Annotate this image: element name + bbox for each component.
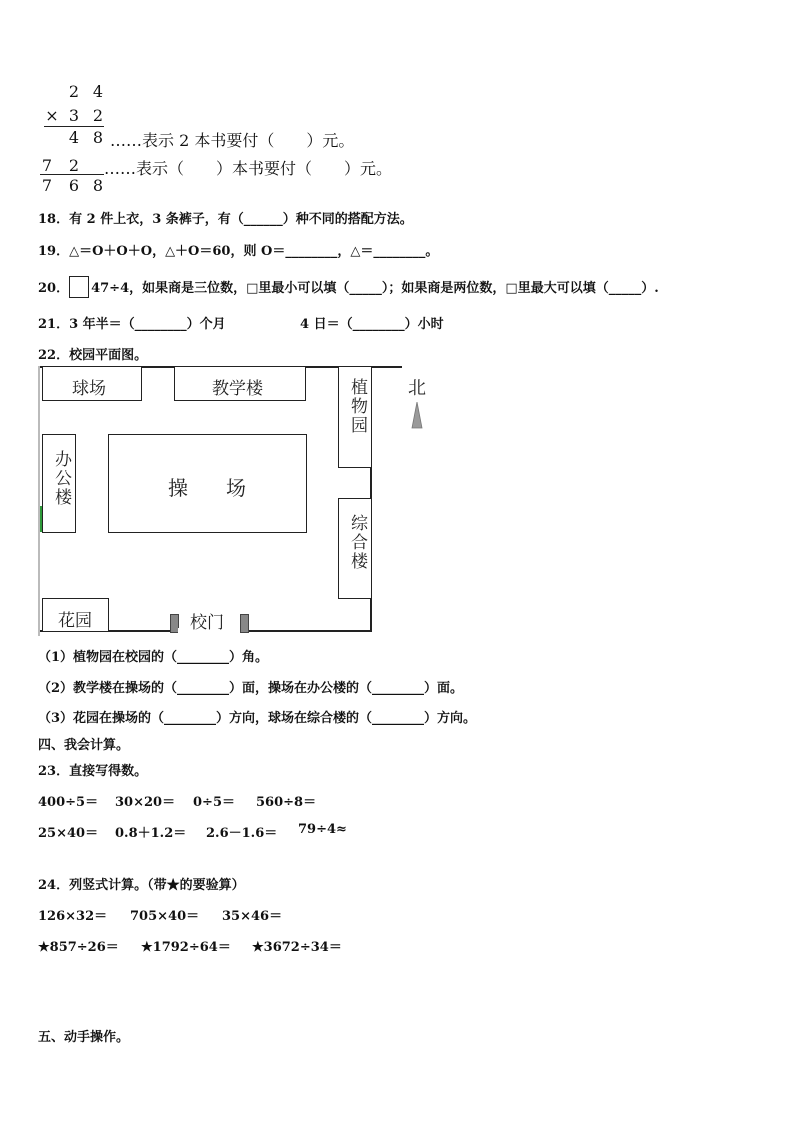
q24-r2-c2: ★1792÷64＝ — [141, 940, 231, 955]
garden-label: 花园 — [58, 611, 92, 631]
q24-r1-c3: 35×46＝ — [222, 909, 283, 924]
q22-sub-1: （1）植物园在校园的（________）角。 — [38, 650, 269, 665]
q20-number: 20． — [38, 281, 70, 296]
q17-line-1 — [44, 126, 104, 127]
q24-r2-c3: ★3672÷34＝ — [252, 940, 342, 955]
q24-r2-c1: ★857÷26＝ — [38, 940, 119, 955]
q21-left: 3 年半＝（________）个月 — [69, 317, 226, 332]
question-21 — [38, 313, 226, 332]
complex-building-label: 综合楼 — [347, 514, 367, 571]
q18-text: 有 2 件上衣，3 条裤子，有（______）种不同的搭配方法。 — [69, 212, 413, 227]
q22-title: 22．校园平面图。 — [38, 348, 148, 363]
q22-sub-2: （2）教学楼在操场的（________）面，操场在办公楼的（________）面。 — [38, 681, 464, 696]
q17-r3-d2: 8 — [92, 128, 104, 147]
q19-number: 19． — [38, 244, 70, 259]
q17-r5-d3: 8 — [92, 176, 104, 195]
q24-r1-c2: 705×40＝ — [130, 909, 200, 924]
q17-r3-text: ……表示 2 本书要付（ ）元。 — [110, 131, 355, 150]
q23-r2-c2: 0.8＋1.2＝ — [115, 826, 187, 841]
q17-r4-d2: 2 — [68, 156, 80, 175]
q23-r1-c1: 400÷5＝ — [38, 795, 99, 810]
q24-r1-c1: 126×32＝ — [38, 909, 108, 924]
botanical-garden-label: 植物园 — [347, 378, 367, 435]
campus-map — [38, 366, 438, 636]
q17-r3-d1: 4 — [68, 128, 80, 147]
question-19 — [38, 240, 438, 259]
q17-times-sign: × — [45, 106, 59, 125]
q23-r2-c1: 25×40＝ — [38, 826, 99, 841]
ballfield-label: 球场 — [72, 379, 106, 399]
q17-r1-d2: 4 — [92, 82, 104, 101]
q23-r2-c3: 2.6－1.6＝ — [206, 826, 278, 841]
q23-title: 23．直接写得数。 — [38, 764, 148, 779]
q22-sub-3: （3）花园在操场的（________）方向，球场在综合楼的（________）方向。 — [38, 711, 477, 726]
q20-box[interactable] — [69, 276, 89, 298]
q23-r1-c3: 0÷5＝ — [193, 795, 235, 810]
q18-number: 18． — [38, 212, 70, 227]
q23-r1-c2: 30×20＝ — [115, 795, 176, 810]
teaching-building-label: 教学楼 — [212, 379, 263, 399]
q19-text: △＝O＋O＋O，△＋O＝60，则 O＝________，△＝________。 — [69, 244, 439, 259]
north-arrow-icon — [410, 402, 424, 430]
q23-r1-c4: 560÷8＝ — [256, 795, 317, 810]
q17-r2-d1: 3 — [68, 106, 80, 125]
playground-label-2: 场 — [226, 476, 246, 500]
question-20 — [38, 276, 659, 298]
q17-r1-d1: 2 — [68, 82, 80, 101]
q24-title: 24．列竖式计算。（带★的要验算） — [38, 878, 245, 893]
office-building-label: 办公楼 — [51, 450, 71, 507]
playground-box — [108, 434, 307, 533]
q17-r2-d2: 2 — [92, 106, 104, 125]
q17-r4-d1: 7 — [41, 156, 53, 175]
q20-text: 47÷4，如果商是三位数，□里最小可以填（_____）；如果商是两位数，□里最大可以填（_____）. — [91, 281, 659, 296]
q17-r4-text: ……表示（ ）本书要付（ ）元。 — [104, 159, 393, 178]
q17-r5-d2: 6 — [68, 176, 80, 195]
q17-line-2 — [40, 174, 104, 175]
q23-r2-c4: 79÷4≈ — [298, 822, 347, 837]
question-18 — [38, 208, 413, 227]
map-left-wall — [38, 366, 40, 636]
gate-post-right — [240, 614, 249, 633]
q21-right: 4 日＝（________）小时 — [300, 317, 444, 332]
north-label: 北 — [408, 378, 426, 399]
playground-label-1: 操 — [168, 476, 188, 500]
q17-r5-d1: 7 — [41, 176, 53, 195]
section-4-heading: 四、我会计算。 — [38, 738, 130, 753]
gate-label: 校门 — [190, 613, 224, 633]
q21-number: 21． — [38, 317, 70, 332]
section-5-heading: 五、动手操作。 — [38, 1030, 130, 1045]
